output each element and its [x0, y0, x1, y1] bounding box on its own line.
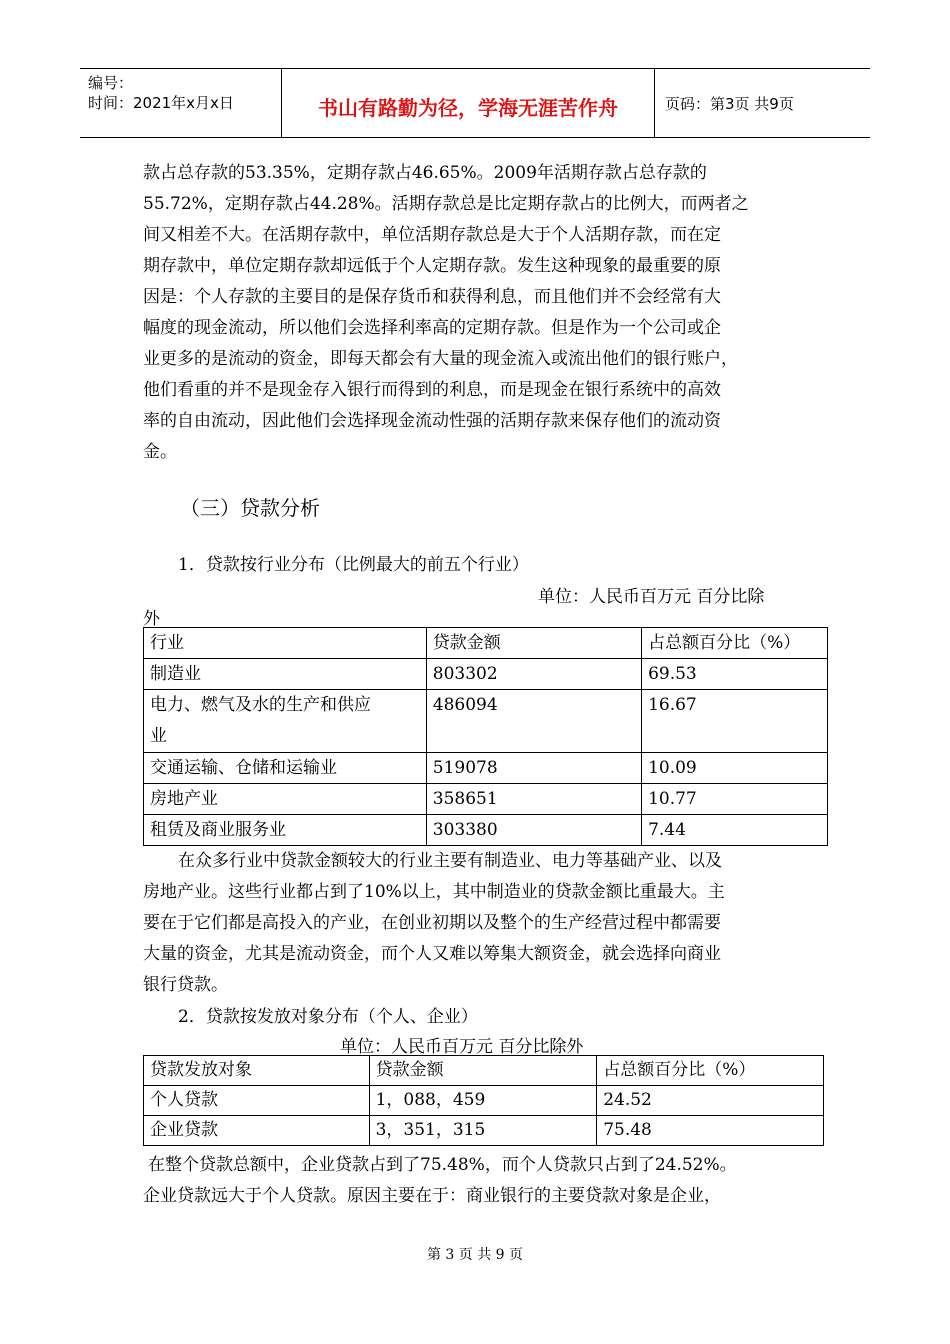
- column-header: 贷款金额: [426, 628, 641, 659]
- table-header-row: [144, 628, 828, 659]
- industry-cell: 制造业: [144, 659, 427, 690]
- industry-cell-wrap: 业: [150, 726, 167, 746]
- table-row: [144, 784, 828, 815]
- motto: 书山有路勤为径，学海无涯苦作舟: [318, 96, 618, 120]
- page-footer: 第 3 页 共 9 页: [426, 1247, 524, 1263]
- column-header: 贷款金额: [369, 1056, 597, 1086]
- amount-cell: 519078: [426, 753, 641, 784]
- text-line: 业更多的是流动的资金，即每天都会有大量的现金流入或流出他们的银行账户，: [143, 349, 738, 369]
- text-line: 要在于它们都是高投入的产业，在创业初期以及整个的生产经营过程中都需要: [143, 913, 721, 933]
- text-line: 期存款中，单位定期存款却远低于个人定期存款。发生这种现象的最重要的原: [143, 256, 721, 276]
- table-row: [144, 815, 828, 846]
- table-header-row: [144, 1056, 824, 1086]
- table-row: [144, 690, 828, 753]
- header-motto-cell: [282, 69, 655, 137]
- date-label: 时间：2021年x月x日: [88, 94, 234, 112]
- text-line: 因是：个人存款的主要目的是保存货币和获得利息，而且他们并不会经常有大: [143, 287, 721, 307]
- text-line: 金。: [143, 442, 177, 462]
- column-header: 贷款发放对象: [144, 1056, 370, 1086]
- text-line: 55.72%，定期存款占44.28%。活期存款总是比定期存款占的比例大，而两者之: [143, 194, 749, 214]
- subsection-title-1: 1．贷款按行业分布（比例最大的前五个行业）: [178, 555, 529, 575]
- unit-note-1-wrap: 外: [143, 609, 160, 629]
- text-line: 在众多行业中贷款金额较大的行业主要有制造业、电力等基础产业、以及: [178, 851, 722, 871]
- percent-cell: 69.53: [642, 659, 828, 690]
- text-line: 间又相差不大。在活期存款中，单位活期存款总是大于个人活期存款，而在定: [143, 225, 721, 245]
- industry-cell-line: 电力、燃气及水的生产和供应: [150, 695, 371, 715]
- table-row: [144, 753, 828, 784]
- column-header: 行业: [144, 628, 427, 659]
- unit-note-2: 单位：人民币百万元 百分比除外: [340, 1037, 584, 1057]
- percent-cell: 10.77: [642, 784, 828, 815]
- section-heading: （三）贷款分析: [180, 496, 320, 520]
- text-line: 银行贷款。: [143, 975, 228, 995]
- industry-cell: 房地产业: [144, 784, 427, 815]
- text-line: 大量的资金，尤其是流动资金，而个人又难以筹集大额资金，就会选择向商业: [143, 944, 721, 964]
- percent-cell: 16.67: [642, 690, 828, 753]
- amount-cell: 358651: [426, 784, 641, 815]
- amount-cell: 1，088，459: [369, 1086, 597, 1116]
- amount-cell: 486094: [426, 690, 641, 753]
- borrower-loan-table: [143, 1055, 824, 1146]
- column-header: 占总额百分比（%）: [597, 1056, 824, 1086]
- table-row: [144, 659, 828, 690]
- text-line: 幅度的现金流动，所以他们会选择利率高的定期存款。但是作为一个公司或企: [143, 318, 721, 338]
- industry-cell: 租赁及商业服务业: [144, 815, 427, 846]
- table-row: [144, 1086, 824, 1116]
- percent-cell: 24.52: [597, 1086, 824, 1116]
- percent-cell: 7.44: [642, 815, 828, 846]
- header-meta-cell: [80, 69, 282, 137]
- text-line: 率的自由流动，因此他们会选择现金流动性强的活期存款来保存他们的流动资: [143, 411, 721, 431]
- page-label: 页码：第3页 共9页: [665, 95, 794, 113]
- serial-label: 编号：: [88, 74, 134, 92]
- amount-cell: 303380: [426, 815, 641, 846]
- borrower-cell: 企业贷款: [144, 1116, 370, 1146]
- text-line: 款占总存款的53.35%，定期存款占46.65%。2009年活期存款占总存款的: [143, 163, 707, 183]
- amount-cell: 3，351，315: [369, 1116, 597, 1146]
- percent-cell: 10.09: [642, 753, 828, 784]
- text-line: 他们看重的并不是现金存入银行而得到的利息，而是现金在银行系统中的高效: [143, 380, 721, 400]
- page-header: [80, 68, 870, 138]
- industry-cell: 交通运输、仓储和运输业: [144, 753, 427, 784]
- amount-cell: 803302: [426, 659, 641, 690]
- text-line: 企业贷款远大于个人贷款。原因主要在于：商业银行的主要贷款对象是企业，: [143, 1186, 721, 1206]
- industry-loan-table: [143, 627, 828, 846]
- column-header: 占总额百分比（%）: [642, 628, 828, 659]
- subsection-title-2: 2．贷款按发放对象分布（个人、企业）: [178, 1007, 478, 1027]
- borrower-cell: 个人贷款: [144, 1086, 370, 1116]
- header-page-cell: [655, 69, 870, 137]
- industry-cell: [144, 690, 427, 753]
- unit-note-1: 单位：人民币百万元 百分比除: [538, 587, 765, 607]
- percent-cell: 75.48: [597, 1116, 824, 1146]
- text-line: 在整个贷款总额中，企业贷款占到了75.48%，而个人贷款只占到了24.52%。: [148, 1155, 737, 1175]
- text-line: 房地产业。这些行业都占到了10%以上，其中制造业的贷款金额比重最大。主: [143, 882, 725, 902]
- table-row: [144, 1116, 824, 1146]
